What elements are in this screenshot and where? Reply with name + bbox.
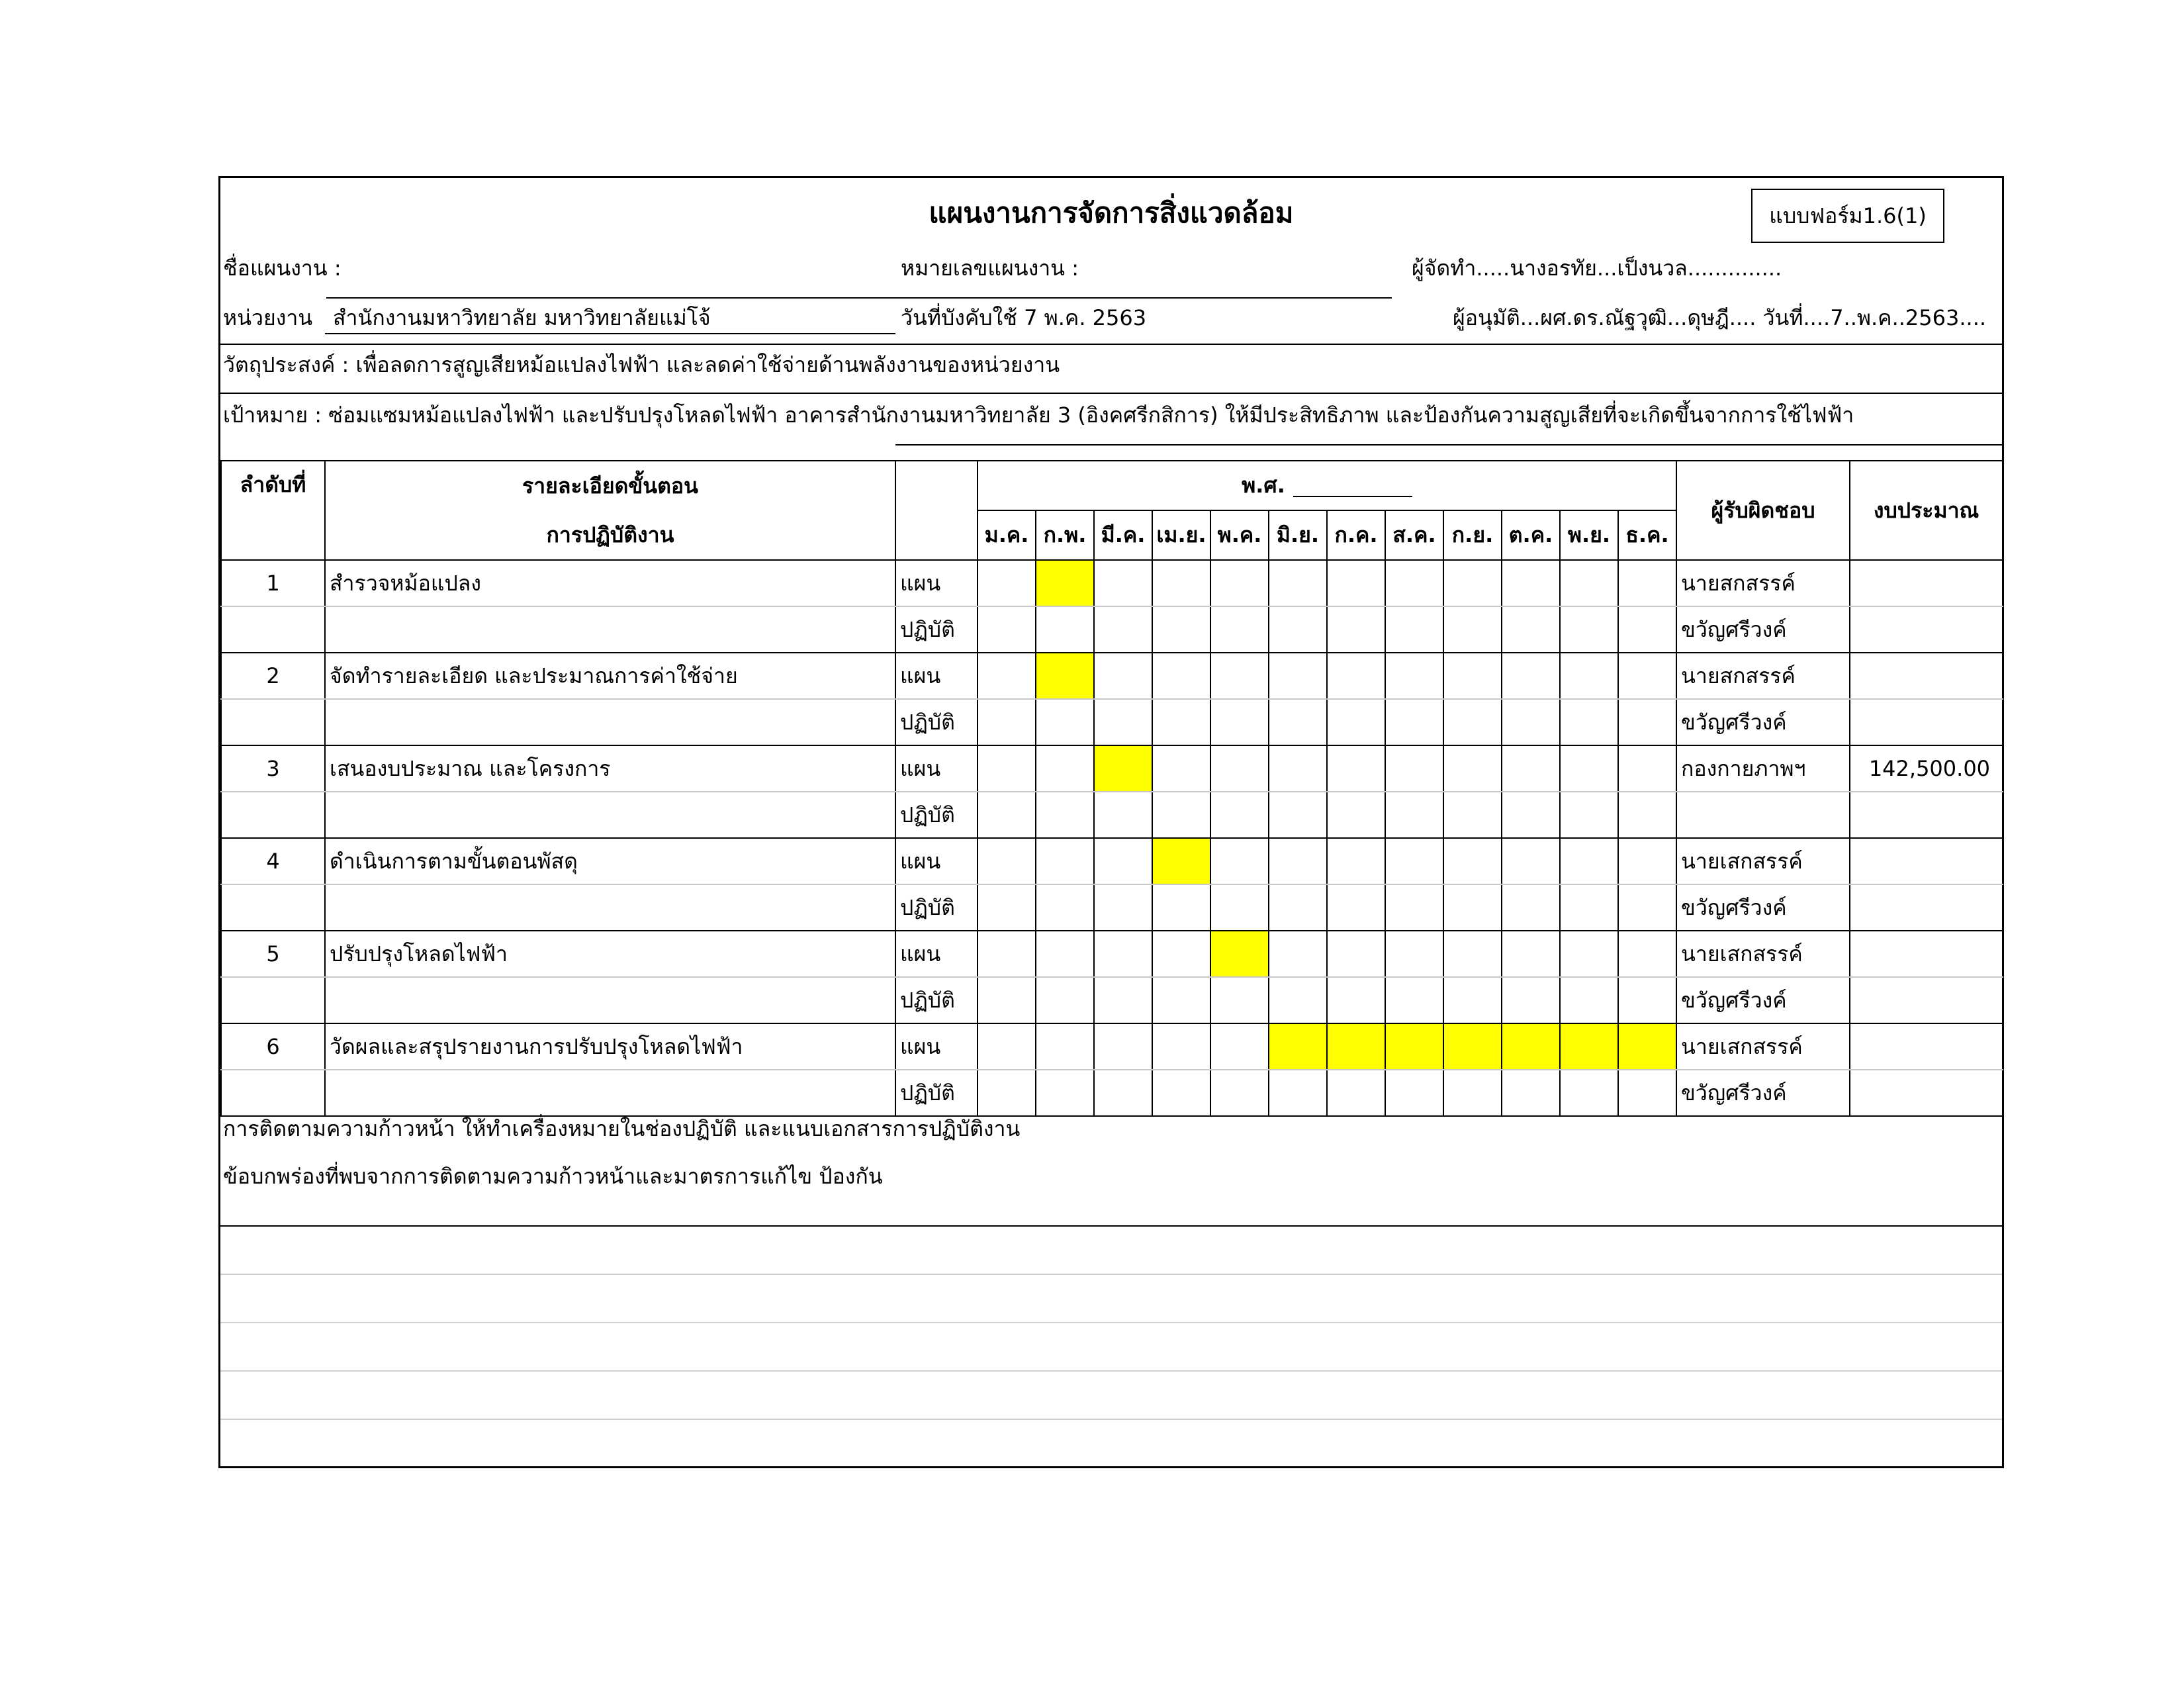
plan-label: แผน xyxy=(895,653,978,699)
actual-cell[interactable] xyxy=(1327,884,1385,931)
actual-cell[interactable] xyxy=(1094,884,1152,931)
plan-cell[interactable] xyxy=(978,560,1036,606)
actual-cell[interactable] xyxy=(1210,884,1269,931)
responsible-plan: นายเสกสรรค์ xyxy=(1676,931,1850,977)
plan-cell[interactable] xyxy=(978,745,1036,792)
actual-cell[interactable] xyxy=(1618,606,1676,653)
actual-cell[interactable] xyxy=(1443,1070,1502,1116)
step-number: 5 xyxy=(221,931,325,977)
plan-cell[interactable] xyxy=(978,931,1036,977)
blank-line[interactable] xyxy=(220,1419,2002,1420)
plan-cell[interactable] xyxy=(1618,931,1676,977)
step-detail-blank xyxy=(325,699,895,745)
step-number-blank xyxy=(221,606,325,653)
plan-cell[interactable] xyxy=(1269,653,1327,699)
plan-cell[interactable] xyxy=(1210,838,1269,884)
budget-blank xyxy=(1850,884,2003,931)
plan-cell-scheduled[interactable] xyxy=(1618,1023,1676,1070)
actual-cell[interactable] xyxy=(1094,1070,1152,1116)
step-number-blank xyxy=(221,699,325,745)
actual-cell[interactable] xyxy=(1502,699,1560,745)
plan-cell-scheduled[interactable] xyxy=(1210,931,1269,977)
step-detail: ปรับปรุงโหลดไฟฟ้า xyxy=(325,931,895,977)
plan-cell[interactable] xyxy=(1560,653,1618,699)
col-no-header: ลำดับที่ xyxy=(221,461,325,560)
plan-cell[interactable] xyxy=(1269,931,1327,977)
step-detail-blank xyxy=(325,1070,895,1116)
actual-cell[interactable] xyxy=(1618,699,1676,745)
actual-cell[interactable] xyxy=(1269,699,1327,745)
plan-cell[interactable] xyxy=(1036,838,1094,884)
actual-cell[interactable] xyxy=(1210,606,1269,653)
plan-cell[interactable] xyxy=(978,838,1036,884)
plan-label: แผน xyxy=(895,745,978,792)
actual-cell[interactable] xyxy=(1502,977,1560,1023)
budget-value xyxy=(1850,1023,2003,1070)
actual-cell[interactable] xyxy=(978,1070,1036,1116)
plan-cell[interactable] xyxy=(1152,745,1210,792)
actual-cell[interactable] xyxy=(1269,977,1327,1023)
plan-cell[interactable] xyxy=(1327,931,1385,977)
plan-name-label: ชื่อแผนงาน : xyxy=(223,256,341,281)
step-detail-blank xyxy=(325,884,895,931)
plan-name-field[interactable] xyxy=(326,297,1114,299)
month-header: ก.พ. xyxy=(1036,510,1094,560)
year-field[interactable] xyxy=(1293,476,1412,497)
plan-cell[interactable] xyxy=(1560,838,1618,884)
actual-cell[interactable] xyxy=(1560,884,1618,931)
plan-no-field[interactable] xyxy=(1094,297,1392,299)
plan-cell-scheduled[interactable] xyxy=(1269,1023,1327,1070)
plan-cell-scheduled[interactable] xyxy=(1443,1023,1502,1070)
actual-cell[interactable] xyxy=(1385,884,1443,931)
divider xyxy=(220,393,2002,394)
target-underline xyxy=(895,444,2002,445)
plan-cell[interactable] xyxy=(1094,838,1152,884)
table-row xyxy=(221,606,2003,653)
step-detail-blank xyxy=(325,606,895,653)
month-header: ม.ค. xyxy=(978,510,1036,560)
step-number: 6 xyxy=(221,1023,325,1070)
table-row xyxy=(221,699,2003,745)
step-detail: สำรวจหม้อแปลง xyxy=(325,560,895,606)
plan-cell-scheduled[interactable] xyxy=(1502,1023,1560,1070)
plan-cell[interactable] xyxy=(1327,560,1385,606)
actual-cell[interactable] xyxy=(1152,792,1210,838)
table-row xyxy=(221,560,2003,606)
plan-cell[interactable] xyxy=(1385,560,1443,606)
unit-value: สำนักงานมหาวิทยาลัย มหาวิทยาลัยแม่โจ้ xyxy=(333,305,711,330)
actual-cell[interactable] xyxy=(1094,606,1152,653)
budget-value xyxy=(1850,653,2003,699)
table-row xyxy=(221,931,2003,977)
actual-cell[interactable] xyxy=(1094,792,1152,838)
plan-cell[interactable] xyxy=(1502,838,1560,884)
step-number: 4 xyxy=(221,838,325,884)
actual-cell[interactable] xyxy=(1618,1070,1676,1116)
step-number: 3 xyxy=(221,745,325,792)
plan-cell-scheduled[interactable] xyxy=(1560,1023,1618,1070)
actual-cell[interactable] xyxy=(1443,606,1502,653)
month-header: มิ.ย. xyxy=(1269,510,1327,560)
actual-cell[interactable] xyxy=(1152,606,1210,653)
unit-underline xyxy=(325,333,895,334)
responsible-actual: ขวัญศรีวงค์ xyxy=(1676,884,1850,931)
budget-value: 142,500.00 xyxy=(1850,745,2003,792)
plan-cell[interactable] xyxy=(1327,745,1385,792)
plan-cell[interactable] xyxy=(1385,838,1443,884)
actual-cell[interactable] xyxy=(1152,1070,1210,1116)
blank-line[interactable] xyxy=(220,1322,2002,1323)
plan-cell[interactable] xyxy=(1443,560,1502,606)
plan-cell-scheduled[interactable] xyxy=(1327,1023,1385,1070)
plan-cell[interactable] xyxy=(978,1023,1036,1070)
col-detail-header xyxy=(325,461,895,560)
actual-label: ปฏิบัติ xyxy=(895,884,978,931)
approved-by: ผู้อนุมัติ...ผศ.ดร.ณัฐวุฒิ...ดุษฎี.... วันที่....7..พ.ค..2563.... xyxy=(1453,305,1987,330)
actual-cell[interactable] xyxy=(1152,699,1210,745)
actual-cell[interactable] xyxy=(1036,792,1094,838)
month-header: ก.ย. xyxy=(1443,510,1502,560)
actual-cell[interactable] xyxy=(1560,792,1618,838)
table-row xyxy=(221,884,2003,931)
plan-cell[interactable] xyxy=(1443,838,1502,884)
actual-cell[interactable] xyxy=(1618,977,1676,1023)
target: เป้าหมาย : ซ่อมแซมหม้อแปลงไฟฟ้า และปรับปรุงโหลดไฟฟ้า อาคารสำนักงานมหาวิทยาลัย 3 (อิงคศรีกสิการ) ให้มีประสิทธิภาพ และป้องกันความสูญเสียที่จะเกิดขึ้นจากการใช้ไฟฟ้า xyxy=(223,402,1854,428)
responsible-plan: นายเสกสรรค์ xyxy=(1676,1023,1850,1070)
step-detail: วัดผลและสรุปรายงานการปรับปรุงโหลดไฟฟ้า xyxy=(325,1023,895,1070)
budget-value xyxy=(1850,838,2003,884)
actual-cell[interactable] xyxy=(1618,792,1676,838)
step-detail-blank xyxy=(325,977,895,1023)
actual-cell[interactable] xyxy=(1443,977,1502,1023)
month-header: ส.ค. xyxy=(1385,510,1443,560)
responsible-plan: กองกายภาพฯ xyxy=(1676,745,1850,792)
month-header: เม.ย. xyxy=(1152,510,1210,560)
actual-cell[interactable] xyxy=(1385,1070,1443,1116)
month-header: พ.ค. xyxy=(1210,510,1269,560)
actual-cell[interactable] xyxy=(1269,1070,1327,1116)
actual-cell[interactable] xyxy=(1210,792,1269,838)
step-number-blank xyxy=(221,884,325,931)
actual-cell[interactable] xyxy=(1210,1070,1269,1116)
plan-cell[interactable] xyxy=(1269,745,1327,792)
step-number: 2 xyxy=(221,653,325,699)
plan-label: แผน xyxy=(895,931,978,977)
actual-cell[interactable] xyxy=(1152,977,1210,1023)
step-detail: เสนองบประมาณ และโครงการ xyxy=(325,745,895,792)
plan-cell-scheduled[interactable] xyxy=(1094,745,1152,792)
actual-label: ปฏิบัติ xyxy=(895,1070,978,1116)
month-header: ก.ค. xyxy=(1327,510,1385,560)
actual-cell[interactable] xyxy=(1385,699,1443,745)
actual-cell[interactable] xyxy=(978,699,1036,745)
month-header: ธ.ค. xyxy=(1618,510,1676,560)
table-row xyxy=(221,653,2003,699)
plan-cell[interactable] xyxy=(1094,560,1152,606)
form-frame xyxy=(218,176,2004,1468)
plan-cell[interactable] xyxy=(1502,560,1560,606)
actual-cell[interactable] xyxy=(1502,792,1560,838)
responsible-actual: ขวัญศรีวงค์ xyxy=(1676,606,1850,653)
divider xyxy=(220,344,2002,345)
plan-label: แผน xyxy=(895,560,978,606)
plan-cell[interactable] xyxy=(1036,1023,1094,1070)
form-code: แบบฟอร์ม1.6(1) xyxy=(1769,203,1927,228)
actual-cell[interactable] xyxy=(1502,884,1560,931)
budget-value xyxy=(1850,931,2003,977)
plan-cell[interactable] xyxy=(1210,745,1269,792)
plan-cell[interactable] xyxy=(978,653,1036,699)
actual-cell[interactable] xyxy=(1327,606,1385,653)
year-label: พ.ศ. xyxy=(1242,473,1285,498)
step-number-blank xyxy=(221,792,325,838)
table-row xyxy=(221,745,2003,792)
blank-line[interactable] xyxy=(220,1274,2002,1275)
col-type-header xyxy=(895,461,978,560)
plan-cell[interactable] xyxy=(1560,931,1618,977)
plan-cell[interactable] xyxy=(1036,745,1094,792)
blank-line[interactable] xyxy=(220,1370,2002,1372)
month-header: ต.ค. xyxy=(1502,510,1560,560)
plan-cell[interactable] xyxy=(1385,653,1443,699)
month-header: มี.ค. xyxy=(1094,510,1152,560)
plan-table xyxy=(220,460,2003,1117)
plan-cell-scheduled[interactable] xyxy=(1036,560,1094,606)
step-detail-blank xyxy=(325,792,895,838)
step-detail: จัดทำรายละเอียด และประมาณการค่าใช้จ่าย xyxy=(325,653,895,699)
responsible-plan: นายเสกสรรค์ xyxy=(1676,838,1850,884)
responsible-actual: ขวัญศรีวงค์ xyxy=(1676,977,1850,1023)
plan-cell[interactable] xyxy=(1385,931,1443,977)
actual-cell[interactable] xyxy=(1094,699,1152,745)
table-row xyxy=(221,977,2003,1023)
plan-cell[interactable] xyxy=(1618,838,1676,884)
plan-cell[interactable] xyxy=(1036,931,1094,977)
actual-cell[interactable] xyxy=(1327,792,1385,838)
plan-cell[interactable] xyxy=(1502,745,1560,792)
actual-cell[interactable] xyxy=(978,884,1036,931)
plan-cell-scheduled[interactable] xyxy=(1036,653,1094,699)
col-detail-line1: รายละเอียดขั้นตอน xyxy=(522,473,698,498)
plan-cell[interactable] xyxy=(1094,653,1152,699)
note-deficiency: ข้อบกพร่องที่พบจากการติดตามความก้าวหน้าและมาตรการแก้ไข ป้องกัน xyxy=(223,1164,883,1189)
actual-cell[interactable] xyxy=(1618,884,1676,931)
note-progress: การติดตามความก้าวหน้า ให้ทำเครื่องหมายในช่องปฏิบัติ และแนบเอกสารการปฏิบัติงาน xyxy=(223,1116,1021,1141)
actual-cell[interactable] xyxy=(1443,699,1502,745)
plan-cell[interactable] xyxy=(1210,560,1269,606)
plan-cell[interactable] xyxy=(1443,931,1502,977)
plan-cell[interactable] xyxy=(1152,931,1210,977)
actual-cell[interactable] xyxy=(1443,884,1502,931)
plan-cell[interactable] xyxy=(1210,1023,1269,1070)
plan-cell[interactable] xyxy=(1560,560,1618,606)
actual-label: ปฏิบัติ xyxy=(895,977,978,1023)
plan-cell[interactable] xyxy=(1560,745,1618,792)
actual-cell[interactable] xyxy=(978,792,1036,838)
responsible-plan: นายสกสรรค์ xyxy=(1676,653,1850,699)
actual-cell[interactable] xyxy=(1036,1070,1094,1116)
actual-cell[interactable] xyxy=(1210,977,1269,1023)
actual-cell[interactable] xyxy=(1269,792,1327,838)
plan-cell[interactable] xyxy=(1443,745,1502,792)
responsible-actual: ขวัญศรีวงค์ xyxy=(1676,699,1850,745)
plan-cell[interactable] xyxy=(1094,1023,1152,1070)
budget-blank xyxy=(1850,1070,2003,1116)
budget-blank xyxy=(1850,977,2003,1023)
budget-blank xyxy=(1850,699,2003,745)
plan-cell[interactable] xyxy=(1210,653,1269,699)
actual-cell[interactable] xyxy=(1327,699,1385,745)
actual-cell[interactable] xyxy=(978,606,1036,653)
actual-cell[interactable] xyxy=(1502,1070,1560,1116)
plan-cell[interactable] xyxy=(1152,560,1210,606)
actual-cell[interactable] xyxy=(1560,699,1618,745)
plan-cell[interactable] xyxy=(1443,653,1502,699)
page-title: แผนงานการจัดการสิ่งแวดล้อม xyxy=(929,197,1294,229)
actual-cell[interactable] xyxy=(1385,977,1443,1023)
plan-cell[interactable] xyxy=(1618,653,1676,699)
table-row xyxy=(221,1023,2003,1070)
actual-cell[interactable] xyxy=(1152,884,1210,931)
actual-cell[interactable] xyxy=(1036,977,1094,1023)
year-header xyxy=(978,461,1676,510)
plan-cell-scheduled[interactable] xyxy=(1152,838,1210,884)
actual-cell[interactable] xyxy=(1443,792,1502,838)
plan-cell[interactable] xyxy=(1269,560,1327,606)
plan-label: แผน xyxy=(895,1023,978,1070)
responsible-actual xyxy=(1676,792,1850,838)
objective: วัตถุประสงค์ : เพื่อลดการสูญเสียหม้อแปลงไฟฟ้า และลดค่าใช้จ่ายด้านพลังงานของหน่วยงาน xyxy=(223,352,1060,377)
plan-cell[interactable] xyxy=(1502,931,1560,977)
plan-cell[interactable] xyxy=(1152,653,1210,699)
actual-label: ปฏิบัติ xyxy=(895,699,978,745)
actual-cell[interactable] xyxy=(1327,977,1385,1023)
actual-cell[interactable] xyxy=(1502,606,1560,653)
actual-label: ปฏิบัติ xyxy=(895,792,978,838)
actual-cell[interactable] xyxy=(1036,606,1094,653)
plan-cell[interactable] xyxy=(1327,653,1385,699)
actual-cell[interactable] xyxy=(1560,1070,1618,1116)
actual-cell[interactable] xyxy=(1269,884,1327,931)
table-row xyxy=(221,792,2003,838)
actual-cell[interactable] xyxy=(1210,699,1269,745)
actual-cell[interactable] xyxy=(1269,606,1327,653)
responsible-plan: นายสกสรรค์ xyxy=(1676,560,1850,606)
unit-label: หน่วยงาน xyxy=(223,305,313,330)
budget-blank xyxy=(1850,606,2003,653)
step-number: 1 xyxy=(221,560,325,606)
responsible-actual: ขวัญศรีวงค์ xyxy=(1676,1070,1850,1116)
actual-cell[interactable] xyxy=(1560,606,1618,653)
actual-cell[interactable] xyxy=(1385,792,1443,838)
form-code-box xyxy=(1751,189,1944,243)
budget-blank xyxy=(1850,792,2003,838)
plan-cell[interactable] xyxy=(1618,745,1676,792)
prepared-by: ผู้จัดทำ.....นางอรทัย...เป็งนวล.............. xyxy=(1412,256,1782,281)
plan-cell-scheduled[interactable] xyxy=(1385,1023,1443,1070)
plan-cell[interactable] xyxy=(1502,653,1560,699)
actual-cell[interactable] xyxy=(1036,699,1094,745)
actual-label: ปฏิบัติ xyxy=(895,606,978,653)
actual-cell[interactable] xyxy=(1036,884,1094,931)
budget-value xyxy=(1850,560,2003,606)
month-header: พ.ย. xyxy=(1560,510,1618,560)
actual-cell[interactable] xyxy=(1327,1070,1385,1116)
effective-date: วันที่บังคับใช้ 7 พ.ค. 2563 xyxy=(901,305,1147,330)
col-detail-line2: การปฏิบัติงาน xyxy=(546,522,674,547)
actual-cell[interactable] xyxy=(1560,977,1618,1023)
plan-cell[interactable] xyxy=(1618,560,1676,606)
plan-cell[interactable] xyxy=(1269,838,1327,884)
step-detail: ดำเนินการตามขั้นตอนพัสดุ xyxy=(325,838,895,884)
table-row xyxy=(221,1070,2003,1116)
plan-label: แผน xyxy=(895,838,978,884)
actual-cell[interactable] xyxy=(978,977,1036,1023)
step-number-blank xyxy=(221,977,325,1023)
col-resp-header: ผู้รับผิดชอบ xyxy=(1676,461,1850,560)
table-row xyxy=(221,838,2003,884)
step-number-blank xyxy=(221,1070,325,1116)
plan-cell[interactable] xyxy=(1094,931,1152,977)
col-budget-header: งบประมาณ xyxy=(1850,461,2003,560)
divider xyxy=(220,1225,2002,1227)
plan-no-label: หมายเลขแผนงาน : xyxy=(901,256,1079,281)
plan-cell[interactable] xyxy=(1152,1023,1210,1070)
actual-cell[interactable] xyxy=(1094,977,1152,1023)
plan-cell[interactable] xyxy=(1327,838,1385,884)
actual-cell[interactable] xyxy=(1385,606,1443,653)
plan-cell[interactable] xyxy=(1385,745,1443,792)
